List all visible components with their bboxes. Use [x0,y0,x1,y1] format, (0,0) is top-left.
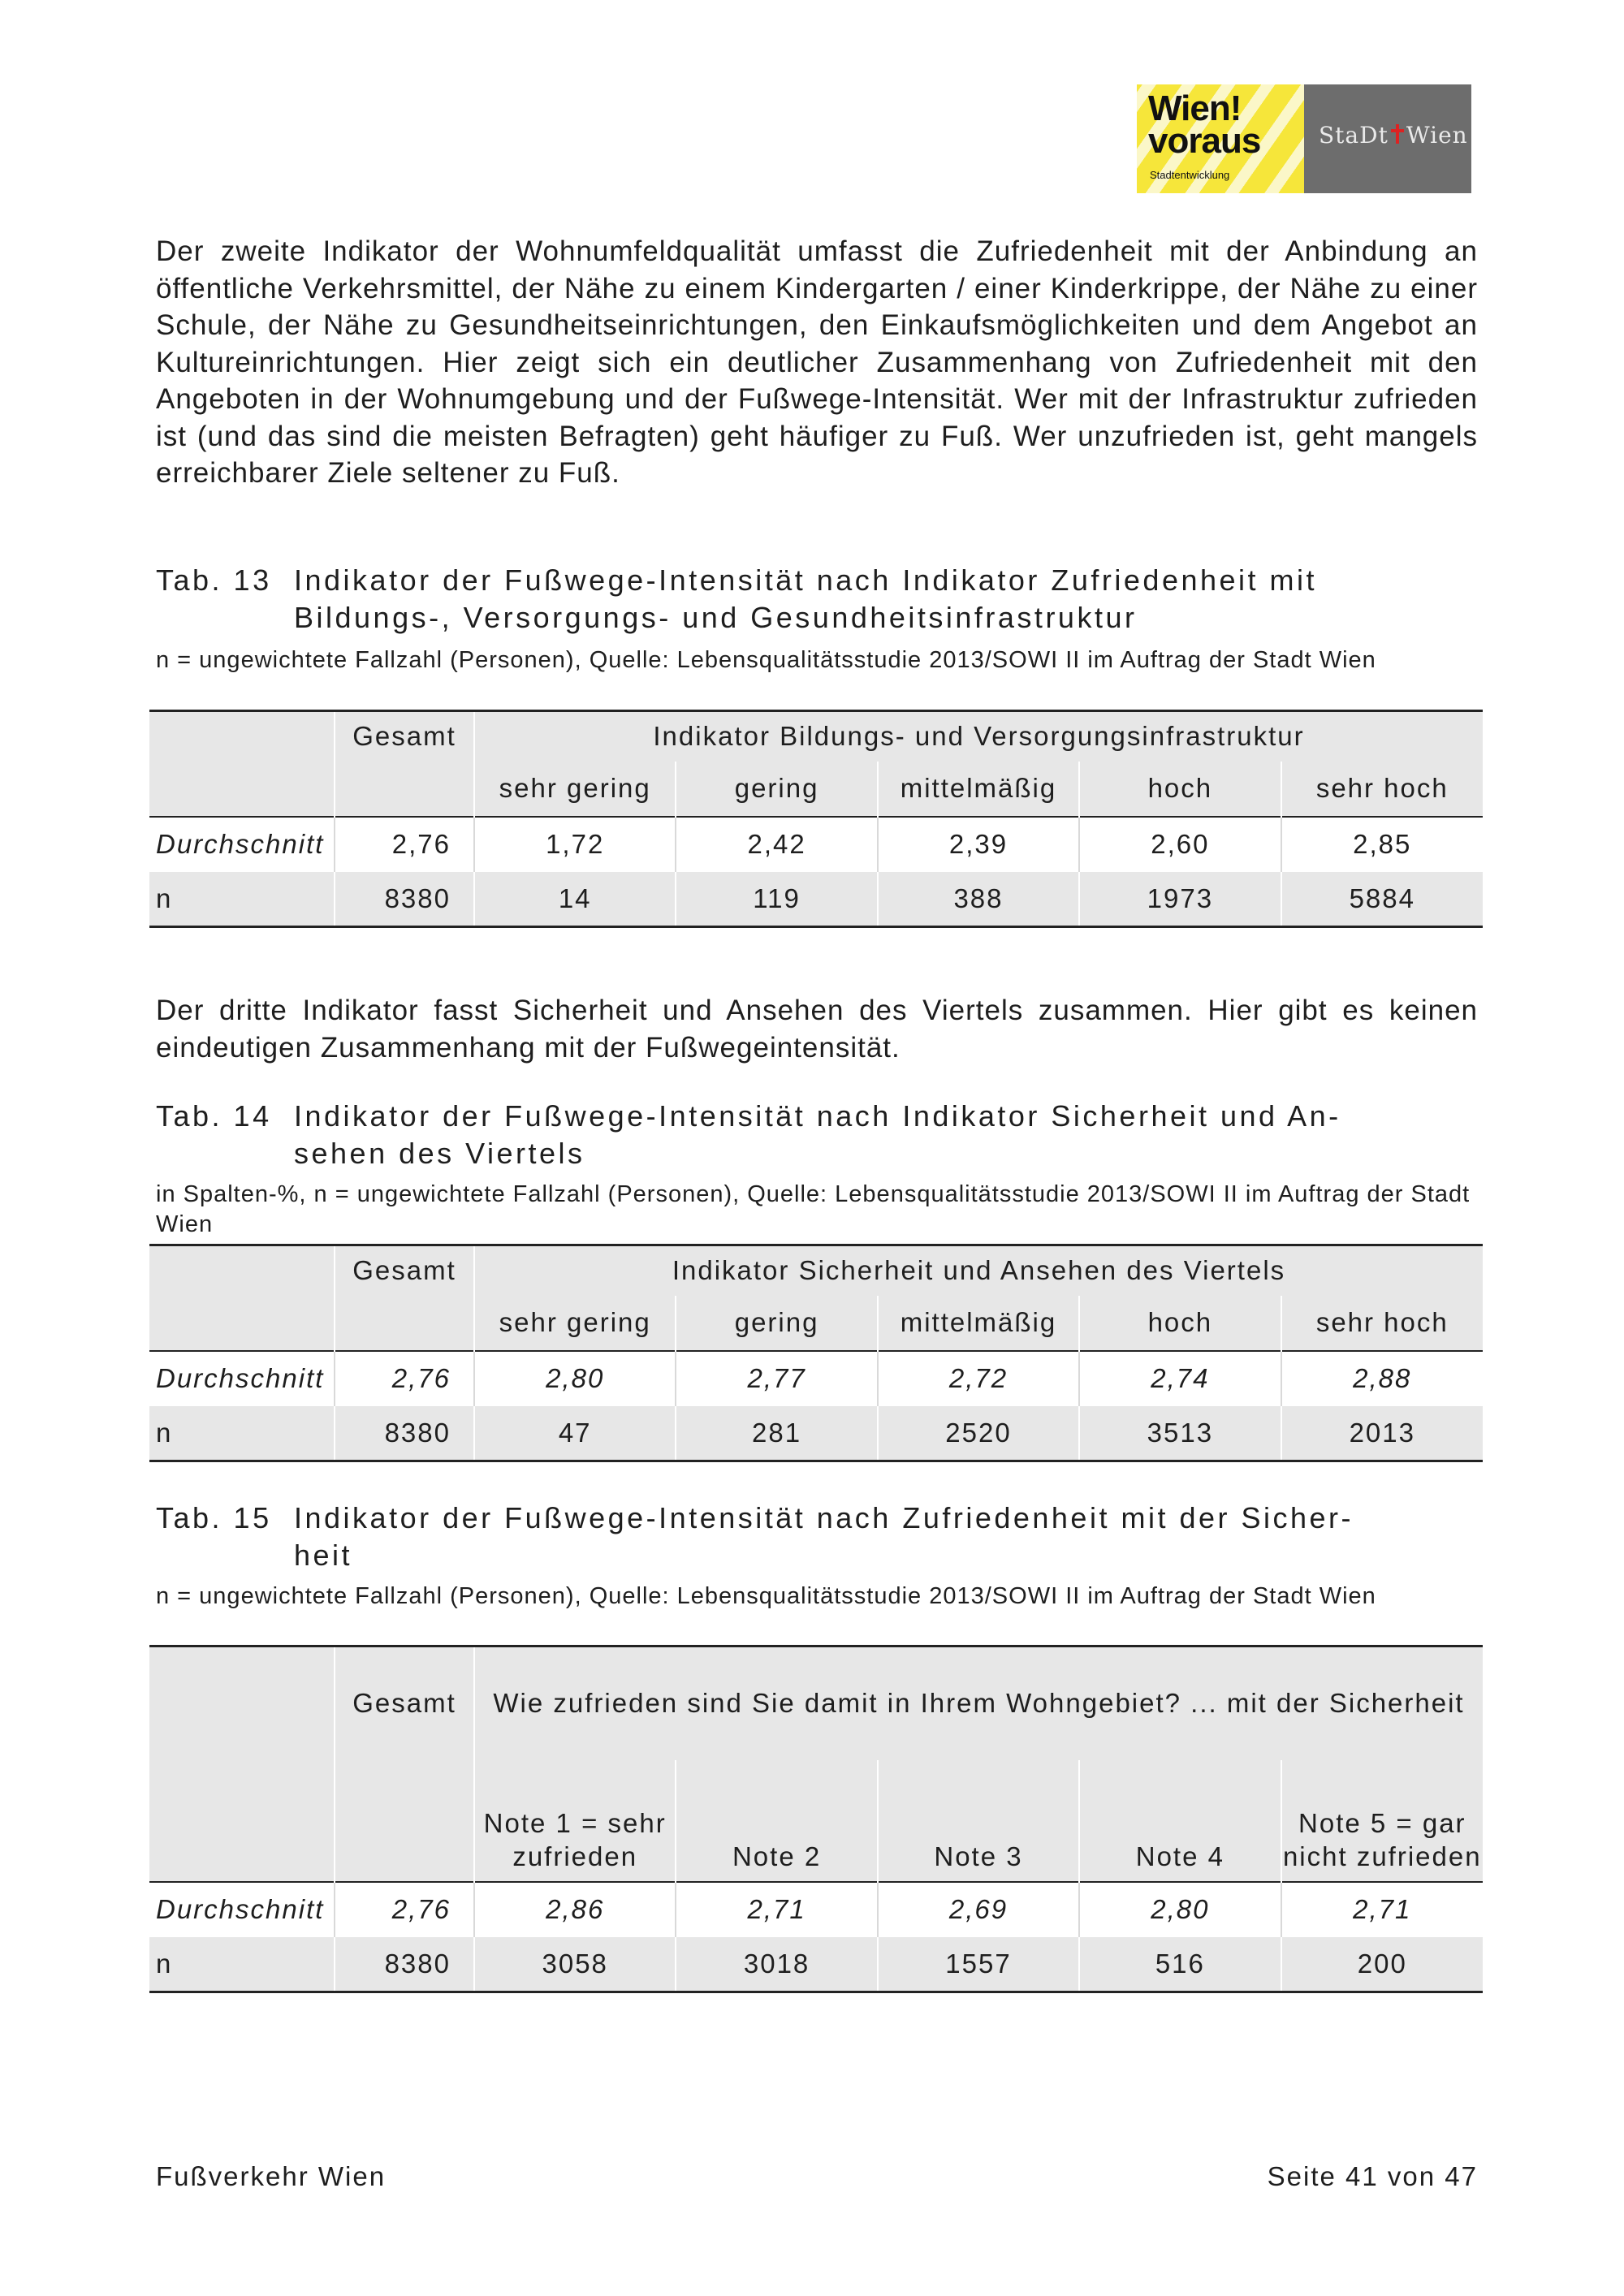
gesamt-header: Gesamt [335,711,474,762]
cell: 3018 [676,1937,877,1992]
cell: 2,88 [1281,1351,1483,1406]
cell: 8380 [335,872,474,927]
cell: 2520 [878,1406,1079,1461]
table-15 [149,1645,1483,1993]
row-label: Durchschnitt [149,1351,335,1406]
row-label: n [149,1937,335,1992]
table-14-note: in Spalten-%, n = ungewichtete Fallzahl (Personen), Quelle: Lebensqualitätsstudie 2013/SOWI II im Auftrag der Stadt Wien [156,1181,1471,1237]
table-14-caption [156,1098,1479,1172]
cell: 516 [1079,1937,1281,1992]
cell: 2,80 [474,1351,676,1406]
col-header: sehr hoch [1315,773,1449,803]
col-header: Note 4 [1079,1760,1281,1882]
cell: 14 [474,872,676,927]
col-header: hoch [1079,762,1281,817]
col-header: mittelmäßig [878,762,1079,817]
wien-voraus-logo [1137,84,1304,193]
cell: 2,85 [1281,817,1483,872]
cell: 47 [474,1406,676,1461]
cell: 2,42 [676,817,877,872]
paragraph-2: Der dritte Indikator fasst Sicherheit und Ansehen des Viertels zusammen. Hier gibt es keinen eindeutigen Zusammenhang mit der Fußwegeintensität. [156,995,1478,1064]
cell: 2,71 [676,1882,877,1937]
table-14-number: Tab. 14 [156,1099,272,1133]
col-header: sehr hoch [1315,1307,1449,1337]
group-header: Indikator Sicherheit und Ansehen des Viertels [474,1245,1483,1296]
stadt-right-text: Wien [1406,122,1468,149]
table-13-note: n = ungewichtete Fallzahl (Personen), Quelle: Lebensqualitätsstudie 2013/SOWI II im Auftrag der Stadt Wien [156,647,1376,673]
group-header: Indikator Bildungs- und Versorgungsinfrastruktur [474,711,1483,762]
cell: 2,76 [335,817,474,872]
cell: 2,77 [676,1351,877,1406]
table-row [149,1406,1483,1461]
table-15-note: n = ungewichtete Fallzahl (Personen), Quelle: Lebensqualitätsstudie 2013/SOWI II im Auftrag der Stadt Wien [156,1583,1376,1609]
col-header: Note 5 = gar nicht zufrieden [1282,1807,1482,1871]
cell: 2,39 [878,817,1079,872]
stadt-left-text: StaDt [1319,122,1389,149]
table-13-caption [156,562,1479,637]
cell: 2,69 [878,1882,1079,1937]
row-label: Durchschnitt [149,817,335,872]
table-15-title-line1: Indikator der Fußwege-Intensität nach Zufriedenheit mit der Sicher- [294,1501,1354,1534]
col-header: sehr gering [474,762,676,817]
footer-title: Fußverkehr Wien [156,2161,387,2191]
cell: 2,74 [1079,1351,1281,1406]
paragraph-1: Der zweite Indikator der Wohnumfeldqualität umfasst die Zufriedenheit mit der Anbindung an öffentliche Verkehrsmittel, der Nähe zu einem Kindergarten / einer Kinderkrippe, der Nähe zu einer Schule, der Nähe zu Gesundheitseinrichtungen, den Einkaufsmöglichkeiten und dem Angebot an Kultureinrichtungen. Hier zeigt sich ein deutlicher Zusammenhang von Zufriedenheit mit den Angeboten in der Wohnumgebung und der Fußwege-Intensität. Wer mit der Infrastruktur zufrieden ist (und das sind die meisten Befragten) geht häufiger zu Fuß. Wer unzufrieden ist, geht mangels erreichbarer Ziele seltener zu Fuß. [156,235,1478,489]
cell: 2013 [1281,1406,1483,1461]
cell: 281 [676,1406,877,1461]
col-header: Note 1 = sehr zufrieden [474,1760,676,1882]
cell: 1557 [878,1937,1079,1992]
table-13-number: Tab. 13 [156,563,272,597]
table-row [149,1937,1483,1992]
header-logo [1137,84,1471,193]
gesamt-header: Gesamt [335,1646,474,1760]
cell: 2,76 [335,1351,474,1406]
cell: 5884 [1281,872,1483,927]
table-row [149,817,1483,872]
table-14-title-line1: Indikator der Fußwege-Intensität nach Indikator Sicherheit und An- [294,1099,1341,1133]
row-label: Durchschnitt [149,1882,335,1937]
table-13 [149,710,1483,928]
logo-line1: Wien! [1148,88,1242,128]
col-header: hoch [1079,1296,1281,1351]
col-header: gering [676,762,877,817]
cell: 2,76 [335,1882,474,1937]
col-header: gering [676,1296,877,1351]
col-header: Note 2 [676,1760,877,1882]
cell: 3513 [1079,1406,1281,1461]
logo-line2: voraus [1148,121,1261,161]
table-13-title-line1: Indikator der Fußwege-Intensität nach Indikator Zufriedenheit mit [294,563,1318,597]
cell: 2,71 [1281,1882,1483,1937]
group-header: Wie zufrieden sind Sie damit in Ihrem Wohngebiet? ... mit der Sicherheit [474,1646,1483,1760]
cell: 8380 [335,1406,474,1461]
stadt-wien-logo [1304,84,1471,193]
cell: 388 [878,872,1079,927]
row-label: n [149,1406,335,1461]
table-14-title-line2: sehen des Viertels [294,1137,585,1170]
table-13-title-line2: Bildungs-, Versorgungs- und Gesundheitsinfrastruktur [294,601,1138,634]
cell: 1973 [1079,872,1281,927]
cell: 200 [1281,1937,1483,1992]
col-header: sehr gering [474,1296,676,1351]
page-number: Seite 41 von 47 [1267,2161,1478,2191]
gesamt-header: Gesamt [335,1245,474,1296]
cell: 2,86 [474,1882,676,1937]
table-14 [149,1244,1483,1462]
cell: 3058 [474,1937,676,1992]
table-15-title-line2: heit [294,1539,353,1572]
row-label: n [149,872,335,927]
logo-subline: Stadtentwicklung [1150,169,1230,181]
table-row [149,1351,1483,1406]
table-15-caption [156,1500,1479,1574]
cell: 2,60 [1079,817,1281,872]
table-row [149,1882,1483,1937]
col-header: Note 3 [878,1760,1079,1882]
cell: 2,80 [1079,1882,1281,1937]
col-header: mittelmäßig [878,1296,1079,1351]
cell: 119 [676,872,877,927]
cross-icon [1391,124,1404,144]
cell: 1,72 [474,817,676,872]
cell: 2,72 [878,1351,1079,1406]
table-15-number: Tab. 15 [156,1501,272,1534]
table-row [149,872,1483,927]
cell: 8380 [335,1937,474,1992]
